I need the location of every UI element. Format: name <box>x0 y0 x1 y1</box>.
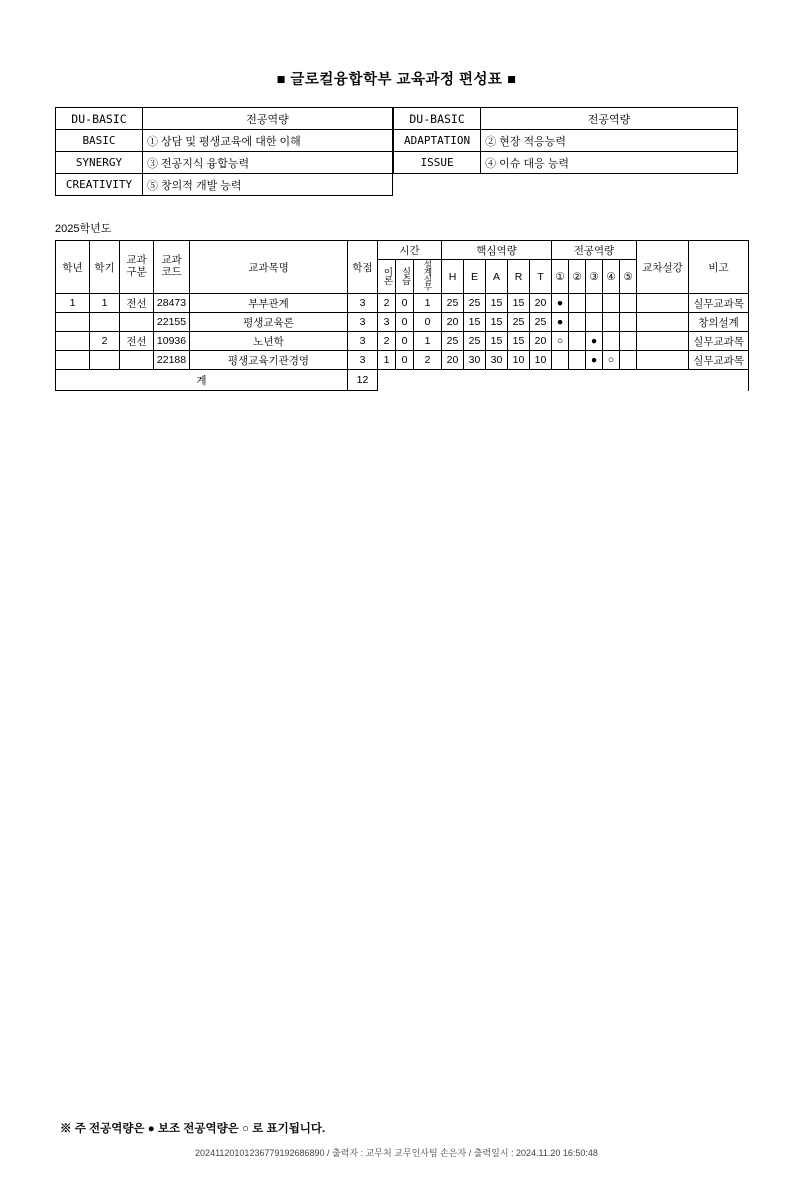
cell-semester: 2 <box>90 332 120 351</box>
table-header-row-1 <box>56 241 749 260</box>
cell-division: 전선 <box>120 294 154 313</box>
legend-desc: ④ 이슈 대응 능력 <box>481 152 738 174</box>
cell-grade <box>56 313 90 332</box>
curriculum-table <box>55 240 749 391</box>
cell-design: 1 <box>414 294 442 313</box>
legend-note: ※ 주 전공역량은 ● 보조 전공역량은 ○ 로 표기됩니다. <box>60 1123 326 1135</box>
cell-division <box>120 313 154 332</box>
table-total-row <box>56 370 749 391</box>
legend-left-table <box>55 107 393 196</box>
legend-code: ISSUE <box>394 152 481 174</box>
th-hours-practice: 실습 <box>396 260 414 294</box>
cell-practice: 0 <box>396 313 414 332</box>
cell-major-2 <box>569 313 586 332</box>
cell-core-a: 15 <box>486 313 508 332</box>
th-hours-group: 시간 <box>378 241 442 260</box>
cell-core-h: 20 <box>442 351 464 370</box>
cell-code: 22155 <box>154 313 190 332</box>
th-major-4: ④ <box>603 260 620 294</box>
cell-credits: 3 <box>348 351 378 370</box>
cell-core-r: 15 <box>508 332 530 351</box>
th-core-t: T <box>530 260 552 294</box>
cell-remark: 실무교과목 <box>689 351 749 370</box>
cell-theory: 2 <box>378 332 396 351</box>
cell-course-name: 평생교육기관경영 <box>190 351 348 370</box>
th-hours-theory: 이론 <box>378 260 396 294</box>
th-major-3: ③ <box>586 260 603 294</box>
table-row <box>56 351 749 370</box>
cell-core-t: 25 <box>530 313 552 332</box>
cell-major-5 <box>620 351 637 370</box>
cell-major-1: ● <box>552 294 569 313</box>
cell-code: 22188 <box>154 351 190 370</box>
th-course-name: 교과목명 <box>190 241 348 294</box>
document-page <box>0 68 793 1189</box>
th-core-h: H <box>442 260 464 294</box>
cell-core-e: 25 <box>464 332 486 351</box>
cell-major-3 <box>586 313 603 332</box>
th-core-e: E <box>464 260 486 294</box>
cell-major-2 <box>569 294 586 313</box>
cell-core-r: 25 <box>508 313 530 332</box>
legend-desc: ① 상담 및 평생교육에 대한 이해 <box>143 130 393 152</box>
cell-core-a: 15 <box>486 332 508 351</box>
legend-header-row <box>56 108 393 130</box>
cell-core-h: 20 <box>442 313 464 332</box>
cell-grade <box>56 332 90 351</box>
cell-cross-lecture <box>637 313 689 332</box>
cell-core-r: 15 <box>508 294 530 313</box>
cell-core-t: 20 <box>530 332 552 351</box>
th-credits: 학점 <box>348 241 378 294</box>
cell-course-name: 부부관계 <box>190 294 348 313</box>
print-footer: 20241120101236779192686890 / 출력자 : 교무처 교무인사팀 손은자 / 출력일시 : 2024.11.20 16:50:48 <box>195 1148 598 1158</box>
table-row <box>56 313 749 332</box>
cell-core-t: 10 <box>530 351 552 370</box>
cell-division: 전선 <box>120 332 154 351</box>
th-remark: 비고 <box>689 241 749 294</box>
cell-cross-lecture <box>637 332 689 351</box>
legend-left-header-code: DU-BASIC <box>56 108 143 130</box>
competency-legend <box>55 107 738 196</box>
cell-core-h: 25 <box>442 332 464 351</box>
th-major-1: ① <box>552 260 569 294</box>
legend-desc: ③ 전공지식 융합능력 <box>143 152 393 174</box>
total-label: 계 <box>56 370 348 391</box>
cell-core-t: 20 <box>530 294 552 313</box>
legend-spacer-cell <box>394 174 481 196</box>
cell-grade: 1 <box>56 294 90 313</box>
cell-major-3 <box>586 294 603 313</box>
legend-header-row <box>394 108 738 130</box>
cell-design: 2 <box>414 351 442 370</box>
cell-practice: 0 <box>396 351 414 370</box>
legend-code: ADAPTATION <box>394 130 481 152</box>
th-course-code: 교과 코드 <box>154 241 190 294</box>
cell-major-5 <box>620 332 637 351</box>
legend-row <box>56 174 393 196</box>
cell-core-r: 10 <box>508 351 530 370</box>
cell-theory: 3 <box>378 313 396 332</box>
cell-major-5 <box>620 294 637 313</box>
cell-major-3: ● <box>586 332 603 351</box>
cell-core-a: 15 <box>486 294 508 313</box>
cell-theory: 1 <box>378 351 396 370</box>
legend-left-header-label: 전공역량 <box>143 108 393 130</box>
th-major-5: ⑤ <box>620 260 637 294</box>
cell-course-name: 노년학 <box>190 332 348 351</box>
cell-remark: 실무교과목 <box>689 332 749 351</box>
table-row <box>56 332 749 351</box>
legend-right-header-code: DU-BASIC <box>394 108 481 130</box>
cell-credits: 3 <box>348 294 378 313</box>
cell-core-h: 25 <box>442 294 464 313</box>
legend-right-header-label: 전공역량 <box>481 108 738 130</box>
legend-desc: ⑤ 창의적 개발 능력 <box>143 174 393 196</box>
cell-major-4 <box>603 332 620 351</box>
cell-core-e: 30 <box>464 351 486 370</box>
th-cross-lecture: 교차설강 <box>637 241 689 294</box>
th-core-group: 핵심역량 <box>442 241 552 260</box>
cell-major-5 <box>620 313 637 332</box>
cell-major-2 <box>569 332 586 351</box>
th-grade: 학년 <box>56 241 90 294</box>
academic-year-label: 2025학년도 <box>55 223 112 235</box>
legend-right-table <box>393 107 738 195</box>
table-row <box>56 294 749 313</box>
cell-code: 28473 <box>154 294 190 313</box>
legend-row <box>56 152 393 174</box>
cell-practice: 0 <box>396 294 414 313</box>
th-core-a: A <box>486 260 508 294</box>
th-major-2: ② <box>569 260 586 294</box>
legend-desc: ② 현장 적응능력 <box>481 130 738 152</box>
cell-core-e: 25 <box>464 294 486 313</box>
cell-semester <box>90 313 120 332</box>
cell-grade <box>56 351 90 370</box>
cell-theory: 2 <box>378 294 396 313</box>
cell-major-1: ○ <box>552 332 569 351</box>
total-credits: 12 <box>348 370 378 391</box>
cell-remark: 창의설계 <box>689 313 749 332</box>
cell-core-a: 30 <box>486 351 508 370</box>
legend-code: CREATIVITY <box>56 174 143 196</box>
cell-major-1 <box>552 351 569 370</box>
legend-spacer-row <box>394 174 738 196</box>
cell-major-3: ● <box>586 351 603 370</box>
legend-row <box>56 130 393 152</box>
cell-practice: 0 <box>396 332 414 351</box>
th-hours-design: 설계실무 <box>414 260 442 294</box>
cell-cross-lecture <box>637 294 689 313</box>
cell-division <box>120 351 154 370</box>
cell-major-4: ○ <box>603 351 620 370</box>
legend-row <box>394 152 738 174</box>
cell-credits: 3 <box>348 332 378 351</box>
cell-semester <box>90 351 120 370</box>
page-title: ■ 글로컬융합학부 교육과정 편성표 ■ <box>276 72 517 88</box>
cell-semester: 1 <box>90 294 120 313</box>
cell-code: 10936 <box>154 332 190 351</box>
th-core-r: R <box>508 260 530 294</box>
legend-code: BASIC <box>56 130 143 152</box>
legend-spacer-cell <box>481 174 738 196</box>
legend-row <box>394 130 738 152</box>
cell-core-e: 15 <box>464 313 486 332</box>
cell-major-1: ● <box>552 313 569 332</box>
th-major-group: 전공역량 <box>552 241 637 260</box>
cell-major-4 <box>603 294 620 313</box>
cell-course-name: 평생교육론 <box>190 313 348 332</box>
th-course-division: 교과 구분 <box>120 241 154 294</box>
cell-major-2 <box>569 351 586 370</box>
cell-design: 1 <box>414 332 442 351</box>
cell-credits: 3 <box>348 313 378 332</box>
cell-design: 0 <box>414 313 442 332</box>
cell-major-4 <box>603 313 620 332</box>
cell-remark: 실무교과목 <box>689 294 749 313</box>
legend-code: SYNERGY <box>56 152 143 174</box>
cell-cross-lecture <box>637 351 689 370</box>
th-semester: 학기 <box>90 241 120 294</box>
total-empty-cell <box>378 370 749 391</box>
